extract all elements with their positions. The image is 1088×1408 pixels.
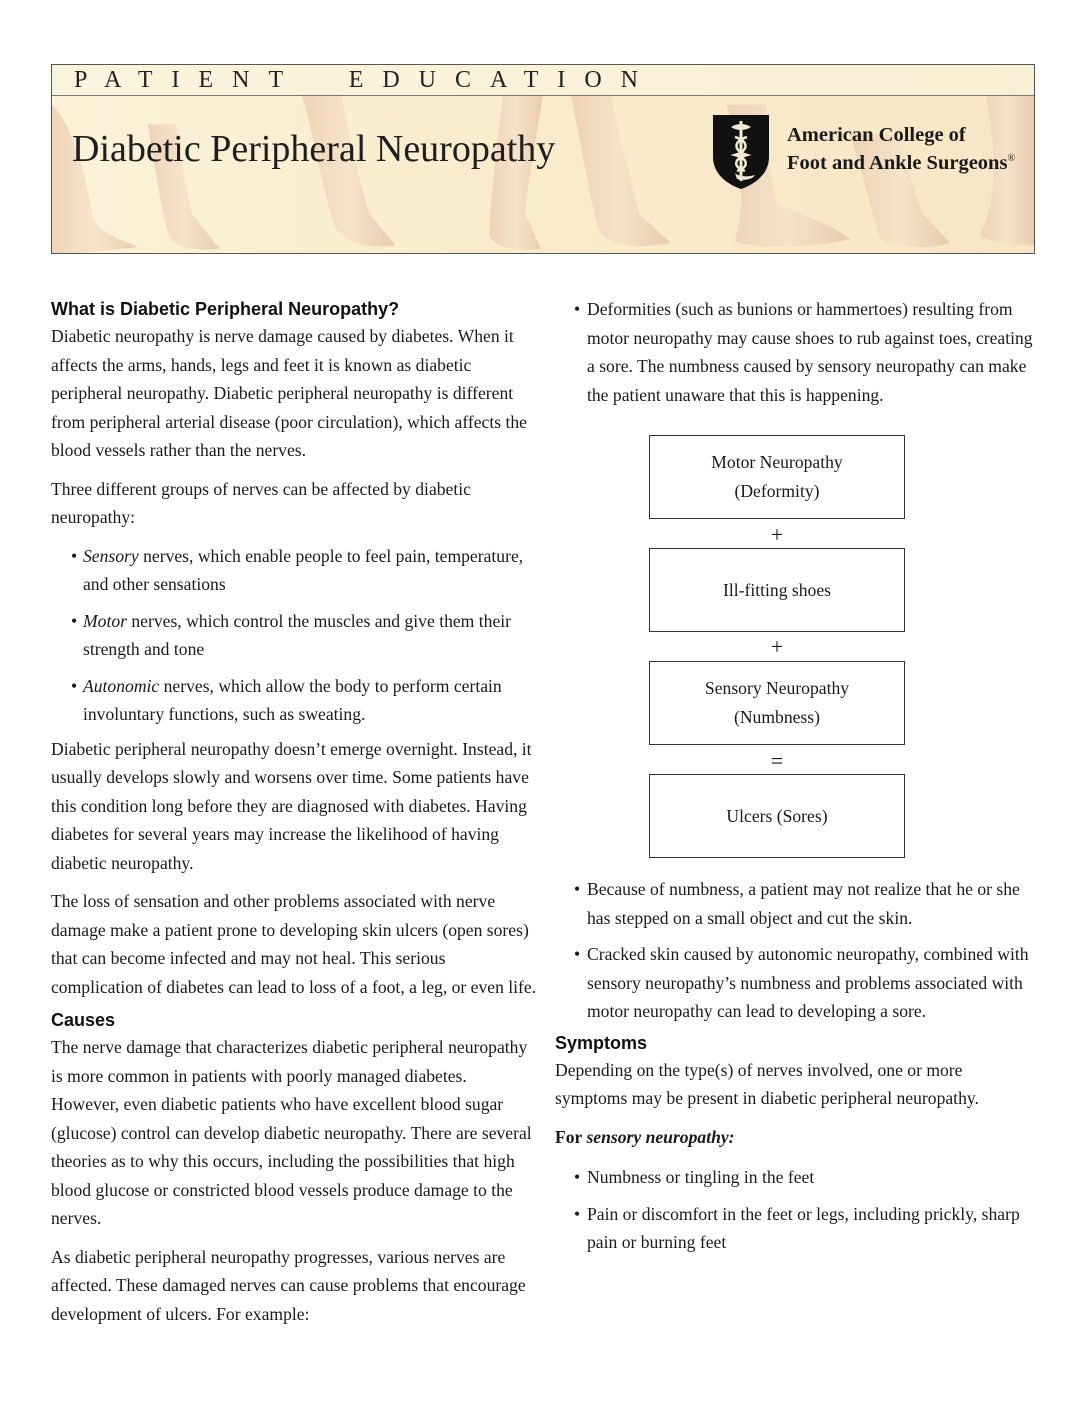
intro-paragraph-1: Diabetic neuropathy is nerve damage caused by diabetes. When it affects the arms, hands, legs and feet it is known as diabetic peripheral neuropathy. Diabetic peripheral neuropathy is different from peripheral arterial disease (poor circulation), which affects the blood vessels rather than the nerves. [51,326,527,460]
causes-paragraph-1: The nerve damage that characterizes diabetic peripheral neuropathy is more common in patients with poorly managed diabetes. However, even diabetic patients who have excellent blood sugar (glucose) control can develop diabetic neuropathy. There are several theories as to why this occurs, including the possibilities that high blood glucose or constricted blood vessels produce damage to the nerves. [51,1037,532,1228]
flow-box-sensory-line2: (Numbness) [733,707,820,727]
term-autonomic: Autonomic [83,675,160,696]
flow-box-motor-line2: (Deformity) [734,481,820,501]
header-banner [51,64,1035,254]
for-label: For [555,1126,587,1147]
text-autonomic: nerves, which allow the body to perform certain involuntary functions, such as sweating. [83,675,502,724]
causes-paragraph-2: As diabetic peripheral neuropathy progresses, various nerves are affected. These damaged nerves can cause problems that encourage development of ulcers. For example: [51,1246,526,1324]
list-item-cracked-skin: • Cracked skin caused by autonomic neuropathy, combined with sensory neuropathy’s numbness and problems associated with motor neuropathy can lead to developing a sore. [555,940,1035,1026]
flow-box-sensory-line1: Sensory Neuropathy [704,678,850,698]
org-name-line2-text: Foot and Ankle Surgeons [787,151,1008,174]
flow-plus-2: + [770,634,784,659]
org-name-line2 [787,147,1033,175]
page-title: Diabetic Peripheral Neuropathy [72,128,556,170]
text-motor: nerves, which control the muscles and give them their strength and tone [83,610,512,659]
caduceus-foot-shield-icon [709,111,773,191]
left-column [51,296,537,1328]
list-item-sensory [51,542,537,599]
list-item-deformities: • Deformities (such as bunions or hammertoes) resulting from motor neuropathy may cause shoes to rub against toes, creating a sore. The numbness caused by sensory neuropathy can make the patient unaware that this is happening. [555,295,1035,409]
list-item-symptom-2: • Pain or discomfort in the feet or legs, including prickly, sharp pain or burning feet [555,1200,1035,1257]
registered-mark: ® [1007,153,1016,164]
for-sensory-term: sensory neuropathy: [586,1126,735,1147]
text-sensory: nerves, which enable people to feel pain, temperature, and other sensations [83,545,524,594]
for-sensory-label [555,1123,1035,1152]
flow-box-ill-fitting-shoes [649,548,905,632]
flow-box-ulcers [649,774,905,858]
example-list-bottom [555,875,1035,1026]
list-item-motor [51,607,537,664]
flow-box-motor-line1: Motor Neuropathy [711,452,843,472]
intro-paragraph-2: Three different groups of nerves can be affected by diabetic neuropathy: [51,478,471,527]
section-heading-symptoms: Symptoms [555,1032,648,1053]
flow-box-shoes-line1: Ill-fitting shoes [723,579,831,600]
list-item-numbness: • Because of numbness, a patient may not realize that he or she has stepped on a small object and cut the skin. [555,875,1035,932]
list-item-autonomic [51,672,537,729]
kicker-band [52,65,1034,96]
sensory-symptom-list [555,1163,1035,1257]
term-motor: Motor [83,610,127,631]
nerve-group-list [51,542,537,729]
example-list-top [555,295,1035,409]
term-sensory: Sensory [83,545,139,566]
org-name-line1: American College of [787,124,966,146]
section-heading-causes: Causes [51,1010,116,1030]
kicker-text: PATIENT EDUCATION [74,67,658,93]
flow-equals: = [770,748,784,773]
flow-box-motor-neuropathy [649,435,905,519]
organization-name [787,123,1033,175]
intro-paragraph-4: The loss of sensation and other problems associated with nerve damage make a patient prone to developing skin ulcers (open sores) that can become infected and may not heal. This serious complication of diabetes can lead to loss of a foot, a leg, or even life. [51,891,537,997]
right-column [555,295,1035,1257]
section-heading-what-is: What is Diabetic Peripheral Neuropathy? [51,299,400,319]
flow-box-ulcers-line1: Ulcers (Sores) [726,805,828,826]
symptoms-paragraph-1: Depending on the type(s) of nerves involved, one or more symptoms may be present in diabetic peripheral neuropathy. [555,1059,979,1108]
list-item-symptom-1: • Numbness or tingling in the feet [555,1163,1035,1192]
intro-paragraph-3: Diabetic peripheral neuropathy doesn’t emerge overnight. Instead, it usually develops slowly and worsens over time. Some patients have this condition long before they are diagnosed with diabetes. Having diabetes for several years may increase the likelihood of having diabetic neuropathy. [51,738,532,873]
flow-plus-1: + [770,522,784,547]
ulcer-flow-diagram [555,435,1035,875]
flow-box-sensory-neuropathy [649,661,905,745]
